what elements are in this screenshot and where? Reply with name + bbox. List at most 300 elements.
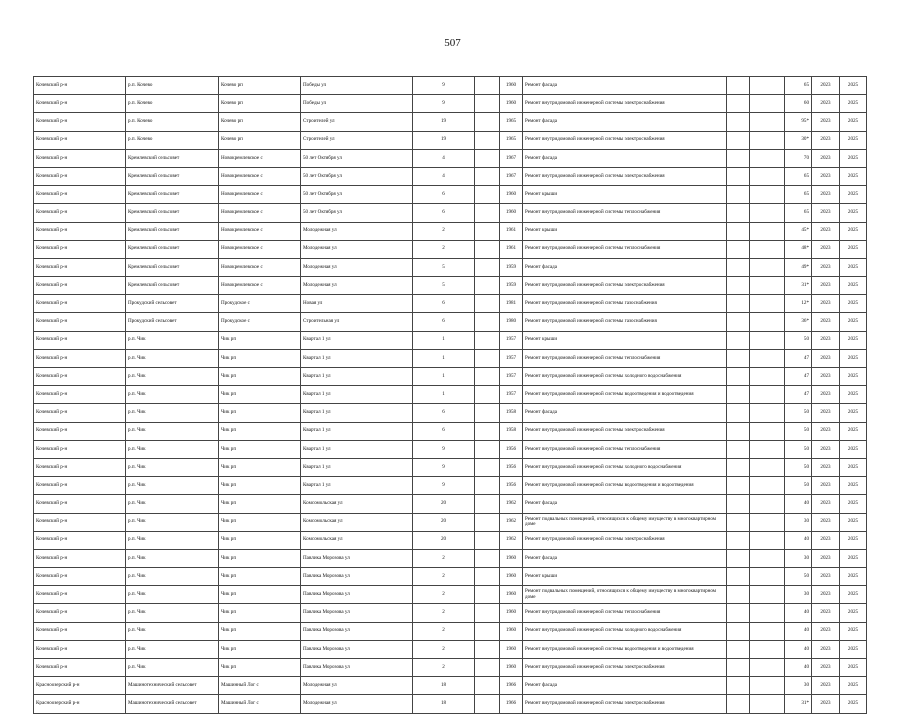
cell-street: Павлика Морозова ул <box>301 604 413 622</box>
cell-work-type: Ремонт внутридомовой инженерной системы холодного водоснабжения <box>523 458 727 476</box>
cell-work-type: Ремонт внутридомовой инженерной системы электроснабжения <box>523 659 727 677</box>
cell-work-type: Ремонт внутридомовой инженерной системы холодного водоснабжения <box>523 368 727 386</box>
cell-building <box>475 77 500 95</box>
cell-col-dash <box>750 149 785 167</box>
cell-building <box>475 149 500 167</box>
table-row <box>34 240 867 258</box>
cell-year-end: 2025 <box>840 586 867 604</box>
cell-year-start: 2023 <box>812 95 840 113</box>
cell-col-empty <box>727 240 750 258</box>
cell-street: 50 лет Октября ул <box>301 204 413 222</box>
cell-settlement: Чик рп <box>219 659 301 677</box>
cell-work-type: Ремонт внутридомовой инженерной системы теплоснабжения <box>523 440 727 458</box>
cell-municipality: р.п. Чик <box>126 640 219 658</box>
cell-year-start: 2023 <box>812 258 840 276</box>
cell-municipality: Кремлевский сельсовет <box>126 240 219 258</box>
cell-municipality: р.п. Чик <box>126 531 219 549</box>
cell-district: Кочевский р-н <box>34 295 126 313</box>
cell-year-built: 1957 <box>500 349 523 367</box>
cell-district: Кочевский р-н <box>34 422 126 440</box>
cell-col-dash <box>750 586 785 604</box>
cell-year-end: 2025 <box>840 513 867 531</box>
cell-col-empty <box>727 95 750 113</box>
cell-district: Кочевский р-н <box>34 549 126 567</box>
cell-cost: 40 <box>785 495 812 513</box>
cell-cost: 30 <box>785 513 812 531</box>
cell-municipality: р.п. Чик <box>126 568 219 586</box>
cell-work-type: Ремонт внутридомовой инженерной системы теплоснабжения <box>523 349 727 367</box>
cell-col-dash <box>750 295 785 313</box>
cell-street: Квартал 1 ул <box>301 331 413 349</box>
cell-year-start: 2023 <box>812 131 840 149</box>
cell-col-dash <box>750 349 785 367</box>
cell-cost: 40 <box>785 640 812 658</box>
cell-year-end: 2025 <box>840 149 867 167</box>
cell-settlement: Чик рп <box>219 422 301 440</box>
cell-district: Кочевский р-н <box>34 368 126 386</box>
cell-work-type: Ремонт фасада <box>523 495 727 513</box>
cell-settlement: Чик рп <box>219 568 301 586</box>
table-row <box>34 549 867 567</box>
cell-col-dash <box>750 95 785 113</box>
cell-district: Кочевский р-н <box>34 331 126 349</box>
cell-building <box>475 495 500 513</box>
table-row <box>34 404 867 422</box>
cell-house-number: 5 <box>413 277 475 295</box>
cell-year-end: 2025 <box>840 422 867 440</box>
cell-street: Победы ул <box>301 77 413 95</box>
cell-building <box>475 167 500 185</box>
cell-cost: 65 <box>785 204 812 222</box>
cell-col-dash <box>750 659 785 677</box>
cell-district: Кочевский р-н <box>34 458 126 476</box>
cell-year-end: 2025 <box>840 440 867 458</box>
cell-cost: 47 <box>785 349 812 367</box>
cell-building <box>475 95 500 113</box>
cell-building <box>475 677 500 695</box>
cell-settlement: Новокремлевское с <box>219 222 301 240</box>
cell-year-end: 2025 <box>840 495 867 513</box>
cell-col-empty <box>727 422 750 440</box>
cell-street: 50 лет Октября ул <box>301 149 413 167</box>
cell-settlement: Машинный Лог с <box>219 677 301 695</box>
cell-street: Квартал 1 ул <box>301 458 413 476</box>
cell-work-type: Ремонт крыши <box>523 222 727 240</box>
cell-year-end: 2025 <box>840 568 867 586</box>
cell-work-type: Ремонт фасада <box>523 113 727 131</box>
cell-work-type: Ремонт внутридомовой инженерной системы холодного водоснабжения <box>523 622 727 640</box>
cell-year-built: 1961 <box>500 240 523 258</box>
cell-municipality: р.п. Чик <box>126 440 219 458</box>
cell-col-empty <box>727 349 750 367</box>
cell-cost: 30* <box>785 131 812 149</box>
table-row <box>34 622 867 640</box>
cell-col-empty <box>727 549 750 567</box>
cell-building <box>475 549 500 567</box>
cell-col-empty <box>727 313 750 331</box>
cell-house-number: 9 <box>413 95 475 113</box>
cell-work-type: Ремонт внутридомовой инженерной системы водоотведения и водоотведения <box>523 640 727 658</box>
cell-district: Кочевский р-н <box>34 386 126 404</box>
cell-year-start: 2023 <box>812 568 840 586</box>
cell-settlement: Кочево рп <box>219 113 301 131</box>
cell-house-number: 18 <box>413 695 475 713</box>
cell-building <box>475 131 500 149</box>
cell-street: Молодежная ул <box>301 695 413 713</box>
cell-building <box>475 349 500 367</box>
table-row <box>34 95 867 113</box>
cell-district: Кочевский р-н <box>34 640 126 658</box>
cell-cost: 31* <box>785 277 812 295</box>
cell-street: Павлика Морозова ул <box>301 640 413 658</box>
cell-municipality: р.п. Чик <box>126 659 219 677</box>
cell-settlement: Чик рп <box>219 549 301 567</box>
cell-cost: 30 <box>785 677 812 695</box>
cell-col-dash <box>750 640 785 658</box>
cell-year-end: 2025 <box>840 313 867 331</box>
cell-settlement: Новокремлевское с <box>219 186 301 204</box>
cell-col-empty <box>727 277 750 295</box>
table-row <box>34 640 867 658</box>
page-number: 507 <box>444 37 461 49</box>
cell-year-end: 2025 <box>840 458 867 476</box>
cell-year-start: 2023 <box>812 422 840 440</box>
cell-year-built: 1962 <box>500 513 523 531</box>
cell-year-end: 2025 <box>840 368 867 386</box>
cell-municipality: р.п. Кочево <box>126 77 219 95</box>
cell-year-built: 1960 <box>500 568 523 586</box>
table-body <box>34 77 867 714</box>
cell-cost: 31* <box>785 695 812 713</box>
cell-building <box>475 404 500 422</box>
cell-building <box>475 204 500 222</box>
cell-district: Красноозерский р-н <box>34 695 126 713</box>
cell-cost: 50 <box>785 422 812 440</box>
table-row <box>34 77 867 95</box>
cell-building <box>475 513 500 531</box>
cell-year-built: 1966 <box>500 677 523 695</box>
cell-col-empty <box>727 531 750 549</box>
table-row <box>34 677 867 695</box>
cell-col-dash <box>750 240 785 258</box>
cell-year-start: 2023 <box>812 113 840 131</box>
cell-year-built: 1960 <box>500 186 523 204</box>
cell-work-type: Ремонт внутридомовой инженерной системы газоснабжения <box>523 313 727 331</box>
cell-year-start: 2023 <box>812 495 840 513</box>
cell-year-built: 1965 <box>500 113 523 131</box>
cell-house-number: 2 <box>413 568 475 586</box>
cell-year-end: 2025 <box>840 349 867 367</box>
cell-house-number: 9 <box>413 477 475 495</box>
cell-year-start: 2023 <box>812 186 840 204</box>
table-row <box>34 604 867 622</box>
cell-street: Комсомольская ул <box>301 513 413 531</box>
cell-col-dash <box>750 277 785 295</box>
cell-house-number: 2 <box>413 640 475 658</box>
cell-work-type: Ремонт подвальных помещений, относящихся к общему имуществу в многоквартирном доме <box>523 513 727 531</box>
cell-street: Квартал 1 ул <box>301 440 413 458</box>
cell-col-dash <box>750 440 785 458</box>
cell-year-end: 2025 <box>840 695 867 713</box>
cell-year-end: 2025 <box>840 277 867 295</box>
table-row <box>34 659 867 677</box>
cell-district: Кочевский р-н <box>34 258 126 276</box>
cell-house-number: 2 <box>413 604 475 622</box>
cell-street: Павлика Морозова ул <box>301 549 413 567</box>
cell-cost: 40 <box>785 659 812 677</box>
cell-cost: 48* <box>785 240 812 258</box>
cell-street: Молодежная ул <box>301 222 413 240</box>
cell-year-start: 2023 <box>812 149 840 167</box>
cell-district: Кочевский р-н <box>34 95 126 113</box>
cell-col-dash <box>750 495 785 513</box>
cell-cost: 65 <box>785 77 812 95</box>
cell-building <box>475 368 500 386</box>
cell-municipality: р.п. Чик <box>126 458 219 476</box>
table-row <box>34 277 867 295</box>
cell-work-type: Ремонт внутридомовой инженерной системы электроснабжения <box>523 95 727 113</box>
cell-work-type: Ремонт крыши <box>523 331 727 349</box>
cell-col-empty <box>727 186 750 204</box>
cell-settlement: Чик рп <box>219 477 301 495</box>
cell-col-empty <box>727 113 750 131</box>
cell-col-dash <box>750 568 785 586</box>
cell-house-number: 1 <box>413 349 475 367</box>
table-row <box>34 513 867 531</box>
cell-col-dash <box>750 77 785 95</box>
cell-settlement: Чик рп <box>219 458 301 476</box>
cell-street: Квартал 1 ул <box>301 368 413 386</box>
table-row <box>34 458 867 476</box>
cell-municipality: р.п. Чик <box>126 622 219 640</box>
cell-year-built: 1966 <box>500 695 523 713</box>
cell-district: Кочевский р-н <box>34 477 126 495</box>
cell-district: Кочевский р-н <box>34 349 126 367</box>
cell-year-built: 1958 <box>500 404 523 422</box>
cell-year-start: 2023 <box>812 277 840 295</box>
cell-col-empty <box>727 295 750 313</box>
cell-work-type: Ремонт крыши <box>523 186 727 204</box>
cell-settlement: Чик рп <box>219 440 301 458</box>
cell-district: Кочевский р-н <box>34 186 126 204</box>
table-row <box>34 440 867 458</box>
cell-district: Кочевский р-н <box>34 586 126 604</box>
table-row <box>34 113 867 131</box>
cell-street: Строительная ул <box>301 313 413 331</box>
table-row <box>34 586 867 604</box>
cell-work-type: Ремонт фасада <box>523 258 727 276</box>
cell-col-empty <box>727 640 750 658</box>
cell-house-number: 19 <box>413 131 475 149</box>
cell-house-number: 1 <box>413 368 475 386</box>
cell-year-end: 2025 <box>840 77 867 95</box>
cell-municipality: Машинотехнический сельсовет <box>126 677 219 695</box>
table-row <box>34 313 867 331</box>
cell-building <box>475 277 500 295</box>
cell-district: Кочевский р-н <box>34 604 126 622</box>
cell-col-dash <box>750 404 785 422</box>
cell-col-dash <box>750 186 785 204</box>
cell-year-built: 1967 <box>500 167 523 185</box>
cell-year-end: 2025 <box>840 113 867 131</box>
cell-municipality: р.п. Чик <box>126 477 219 495</box>
cell-building <box>475 386 500 404</box>
cell-year-start: 2023 <box>812 458 840 476</box>
cell-settlement: Чик рп <box>219 386 301 404</box>
cell-municipality: Кремлевский сельсовет <box>126 222 219 240</box>
cell-street: Квартал 1 ул <box>301 404 413 422</box>
cell-settlement: Чик рп <box>219 368 301 386</box>
cell-col-dash <box>750 167 785 185</box>
cell-col-dash <box>750 313 785 331</box>
cell-district: Кочевский р-н <box>34 531 126 549</box>
cell-year-end: 2025 <box>840 622 867 640</box>
cell-cost: 30 <box>785 586 812 604</box>
cell-district: Красноозерский р-н <box>34 677 126 695</box>
cell-building <box>475 240 500 258</box>
cell-house-number: 2 <box>413 586 475 604</box>
cell-settlement: Новокремлевское с <box>219 204 301 222</box>
cell-municipality: Кремлевский сельсовет <box>126 277 219 295</box>
table-row <box>34 531 867 549</box>
cell-col-empty <box>727 167 750 185</box>
cell-year-end: 2025 <box>840 386 867 404</box>
cell-building <box>475 458 500 476</box>
cell-building <box>475 695 500 713</box>
cell-year-end: 2025 <box>840 258 867 276</box>
cell-col-dash <box>750 513 785 531</box>
cell-work-type: Ремонт внутридомовой инженерной системы теплоснабжения <box>523 204 727 222</box>
cell-col-empty <box>727 513 750 531</box>
cell-house-number: 1 <box>413 331 475 349</box>
cell-year-end: 2025 <box>840 640 867 658</box>
cell-settlement: Прокудское с <box>219 313 301 331</box>
cell-house-number: 18 <box>413 677 475 695</box>
cell-street: Квартал 1 ул <box>301 422 413 440</box>
cell-district: Кочевский р-н <box>34 222 126 240</box>
cell-building <box>475 222 500 240</box>
cell-col-dash <box>750 258 785 276</box>
cell-municipality: р.п. Кочево <box>126 113 219 131</box>
cell-col-empty <box>727 404 750 422</box>
cell-district: Кочевский р-н <box>34 568 126 586</box>
cell-street: Квартал 1 ул <box>301 386 413 404</box>
cell-cost: 45* <box>785 222 812 240</box>
cell-cost: 47 <box>785 386 812 404</box>
cell-col-dash <box>750 531 785 549</box>
cell-year-end: 2025 <box>840 331 867 349</box>
cell-work-type: Ремонт внутридомовой инженерной системы электроснабжения <box>523 695 727 713</box>
table-row <box>34 477 867 495</box>
table-row <box>34 695 867 713</box>
cell-year-start: 2023 <box>812 313 840 331</box>
cell-year-end: 2025 <box>840 204 867 222</box>
cell-col-dash <box>750 695 785 713</box>
cell-building <box>475 586 500 604</box>
cell-col-dash <box>750 677 785 695</box>
cell-cost: 30 <box>785 549 812 567</box>
cell-cost: 50 <box>785 440 812 458</box>
cell-work-type: Ремонт внутридомовой инженерной системы электроснабжения <box>523 167 727 185</box>
cell-col-dash <box>750 113 785 131</box>
cell-building <box>475 313 500 331</box>
cell-year-built: 1960 <box>500 549 523 567</box>
cell-col-empty <box>727 477 750 495</box>
cell-district: Кочевский р-н <box>34 440 126 458</box>
cell-settlement: Чик рп <box>219 586 301 604</box>
cell-year-start: 2023 <box>812 368 840 386</box>
cell-house-number: 2 <box>413 222 475 240</box>
cell-settlement: Чик рп <box>219 349 301 367</box>
table-row <box>34 204 867 222</box>
cell-year-built: 1960 <box>500 204 523 222</box>
cell-year-built: 1956 <box>500 477 523 495</box>
cell-col-empty <box>727 568 750 586</box>
cell-street: 50 лет Октября ул <box>301 186 413 204</box>
cell-year-start: 2023 <box>812 77 840 95</box>
cell-year-start: 2023 <box>812 549 840 567</box>
cell-col-empty <box>727 622 750 640</box>
cell-house-number: 6 <box>413 204 475 222</box>
table-row <box>34 331 867 349</box>
cell-cost: 60 <box>785 95 812 113</box>
cell-district: Кочевский р-н <box>34 313 126 331</box>
cell-work-type: Ремонт фасада <box>523 77 727 95</box>
cell-year-end: 2025 <box>840 240 867 258</box>
cell-work-type: Ремонт внутридомовой инженерной системы водоотведения и водоотведения <box>523 477 727 495</box>
cell-year-start: 2023 <box>812 677 840 695</box>
cell-year-built: 1957 <box>500 331 523 349</box>
cell-street: Квартал 1 ул <box>301 349 413 367</box>
cell-year-built: 1962 <box>500 531 523 549</box>
cell-street: Павлика Морозова ул <box>301 586 413 604</box>
cell-cost: 50 <box>785 331 812 349</box>
cell-house-number: 9 <box>413 440 475 458</box>
cell-district: Кочевский р-н <box>34 149 126 167</box>
cell-year-start: 2023 <box>812 477 840 495</box>
cell-settlement: Чик рп <box>219 513 301 531</box>
cell-street: Комсомольская ул <box>301 531 413 549</box>
cell-cost: 50 <box>785 568 812 586</box>
cell-municipality: р.п. Чик <box>126 513 219 531</box>
cell-year-built: 1959 <box>500 277 523 295</box>
cell-year-start: 2023 <box>812 622 840 640</box>
cell-municipality: р.п. Чик <box>126 404 219 422</box>
cell-building <box>475 659 500 677</box>
cell-year-built: 1960 <box>500 659 523 677</box>
cell-municipality: Прокудский сельсовет <box>126 313 219 331</box>
cell-municipality: р.п. Кочево <box>126 95 219 113</box>
table-row <box>34 568 867 586</box>
cell-year-start: 2023 <box>812 604 840 622</box>
cell-year-start: 2023 <box>812 386 840 404</box>
cell-col-dash <box>750 477 785 495</box>
cell-col-empty <box>727 458 750 476</box>
cell-house-number: 2 <box>413 622 475 640</box>
cell-work-type: Ремонт подвальных помещений, относящихся к общему имуществу в многоквартирном доме <box>523 586 727 604</box>
cell-house-number: 20 <box>413 531 475 549</box>
cell-street: 50 лет Октября ул <box>301 167 413 185</box>
cell-street: Павлика Морозова ул <box>301 622 413 640</box>
cell-municipality: Кремлевский сельсовет <box>126 204 219 222</box>
cell-house-number: 6 <box>413 313 475 331</box>
cell-municipality: р.п. Чик <box>126 495 219 513</box>
cell-year-end: 2025 <box>840 659 867 677</box>
cell-year-built: 1962 <box>500 495 523 513</box>
table-row <box>34 295 867 313</box>
cell-house-number: 5 <box>413 258 475 276</box>
cell-settlement: Новокремлевское с <box>219 277 301 295</box>
